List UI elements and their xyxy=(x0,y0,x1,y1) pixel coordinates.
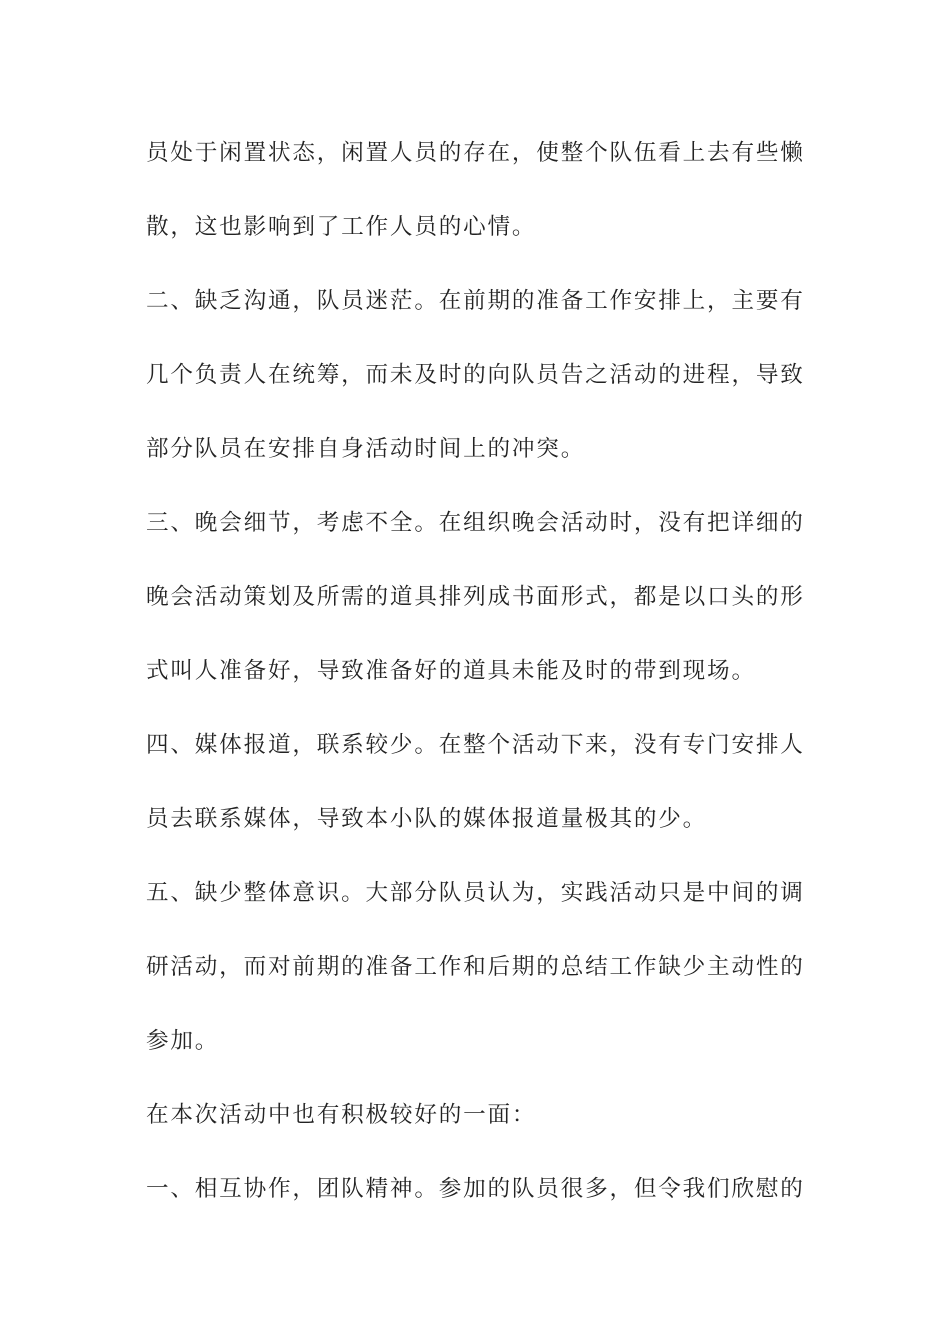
text-line-5: 部分队员在安排自身活动时间上的冲突。 xyxy=(146,436,586,462)
text-line-13: 参加。 xyxy=(146,1028,220,1054)
text-line-12: 研活动，而对前期的准备工作和后期的总结工作缺少主动性的 xyxy=(146,954,805,980)
text-line-14: 在本次活动中也有积极较好的一面： xyxy=(146,1102,537,1128)
text-line-11: 五、缺少整体意识。大部分队员认为，实践活动只是中间的调 xyxy=(146,880,805,906)
text-line-7: 晚会活动策划及所需的道具排列成书面形式，都是以口头的形 xyxy=(146,584,805,610)
text-line-2: 散，这也影响到了工作人员的心情。 xyxy=(146,214,537,240)
text-line-4: 几个负责人在统筹，而未及时的向队员告之活动的进程，导致 xyxy=(146,362,805,388)
text-line-1: 员处于闲置状态，闲置人员的存在，使整个队伍看上去有些懒 xyxy=(146,140,805,166)
text-line-8: 式叫人准备好，导致准备好的道具未能及时的带到现场。 xyxy=(146,658,756,684)
document-body xyxy=(146,131,806,1241)
text-line-15: 一、相互协作，团队精神。参加的队员很多，但令我们欣慰的 xyxy=(146,1176,805,1202)
text-line-10: 员去联系媒体，导致本小队的媒体报道量极其的少。 xyxy=(146,806,708,832)
text-line-9: 四、媒体报道，联系较少。在整个活动下来，没有专门安排人 xyxy=(146,732,805,758)
text-line-3: 二、缺乏沟通，队员迷茫。在前期的准备工作安排上，主要有 xyxy=(146,288,805,314)
text-line-6: 三、晚会细节，考虑不全。在组织晚会活动时，没有把详细的 xyxy=(146,510,805,536)
